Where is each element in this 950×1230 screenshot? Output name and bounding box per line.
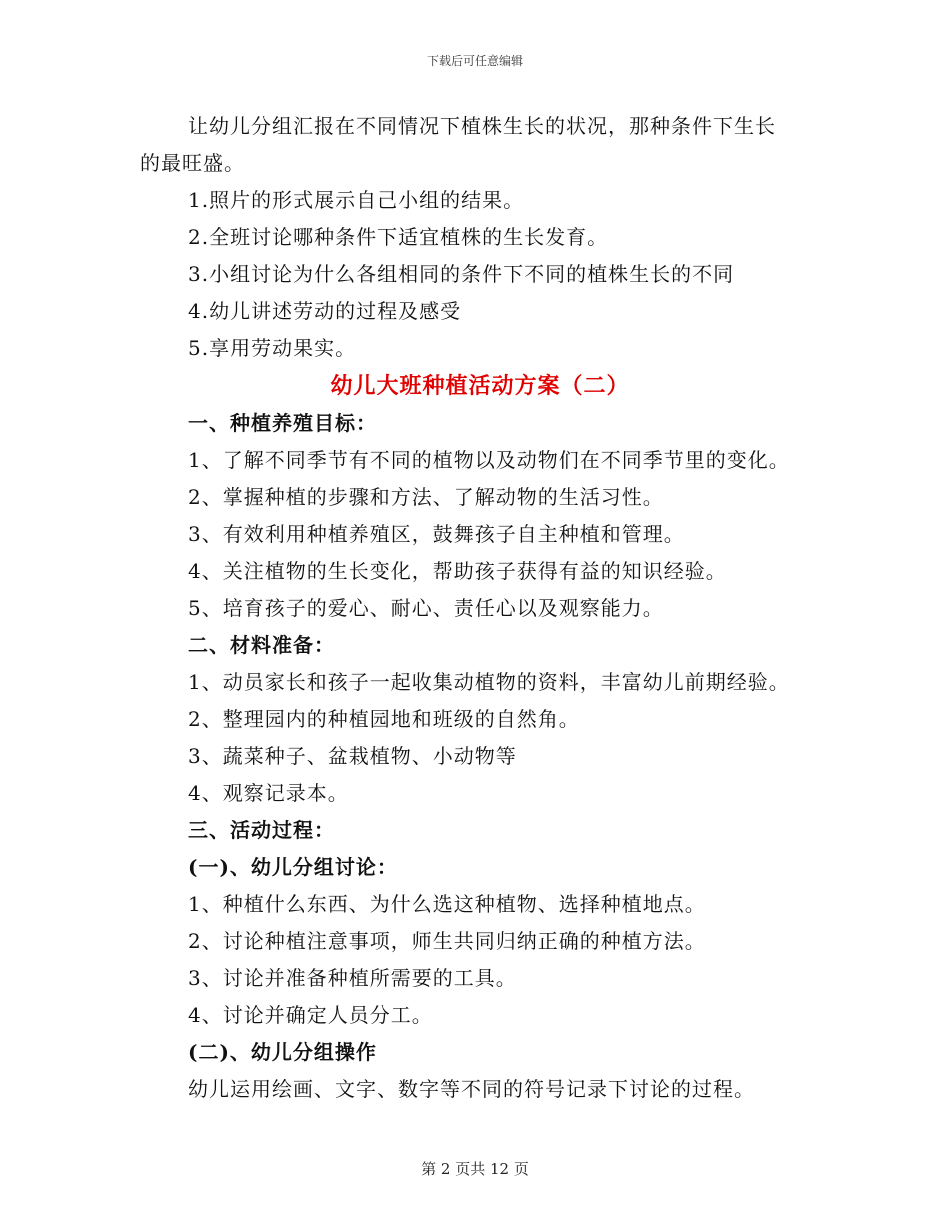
report-item: 5.享用劳动果实。 [188,336,357,360]
report-item: 1.照片的形式展示自己小组的结果。 [188,188,525,212]
section1-heading: 一、种植养殖目标： [188,411,377,435]
intro-line-1: 让幼儿分组汇报在不同情况下植株生长的状况，那种条件下生长 [188,114,776,138]
subsection1-item: 1、种植什么东西、为什么选这种植物、选择种植地点。 [188,892,706,916]
page-footer: 第 2 页共 12 页 [421,1160,529,1178]
section2-heading: 二、材料准备： [188,633,335,657]
subsection1-heading: (一)、幼儿分组讨论： [188,855,398,879]
section2-item: 1、动员家长和孩子一起收集动植物的资料，丰富幼儿前期经验。 [188,670,790,694]
subsection1-item: 3、讨论并准备种植所需要的工具。 [188,966,517,990]
section1-item: 4、关注植物的生长变化，帮助孩子获得有益的知识经验。 [188,559,727,583]
document-title: 幼儿大班种植活动方案（二） [330,373,630,399]
section1-item: 3、有效利用种植养殖区，鼓舞孩子自主种植和管理。 [188,522,685,546]
subsection2-text: 幼儿运用绘画、文字、数字等不同的符号记录下讨论的过程。 [188,1077,755,1101]
document-body [140,108,818,1108]
page-header: 下载后可任意编辑 [426,54,523,68]
subsection2-heading: (二)、幼儿分组操作 [188,1040,377,1064]
section1-item: 2、掌握种植的步骤和方法、了解动物的生活习性。 [188,485,664,509]
subsection1-item: 2、讨论种植注意事项，师生共同归纳正确的种植方法。 [188,929,706,953]
section2-item: 2、整理园内的种植园地和班级的自然角。 [188,707,580,731]
subsection1-item: 4、讨论并确定人员分工。 [188,1003,433,1027]
report-item: 2.全班讨论哪种条件下适宜植株的生长发育。 [188,225,609,249]
intro-line-2: 的最旺盛。 [140,151,245,175]
section1-item: 5、培育孩子的爱心、耐心、责任心以及观察能力。 [188,596,664,620]
section2-item: 3、蔬菜种子、盆栽植物、小动物等 [188,744,517,768]
section2-item: 4、观察记录本。 [188,781,349,805]
section1-item: 1、了解不同季节有不同的植物以及动物们在不同季节里的变化。 [188,448,790,472]
report-item: 3.小组讨论为什么各组相同的条件下不同的植株生长的不同 [188,262,735,286]
report-item: 4.幼儿讲述劳动的过程及感受 [188,299,462,323]
section3-heading: 三、活动过程： [188,818,335,842]
